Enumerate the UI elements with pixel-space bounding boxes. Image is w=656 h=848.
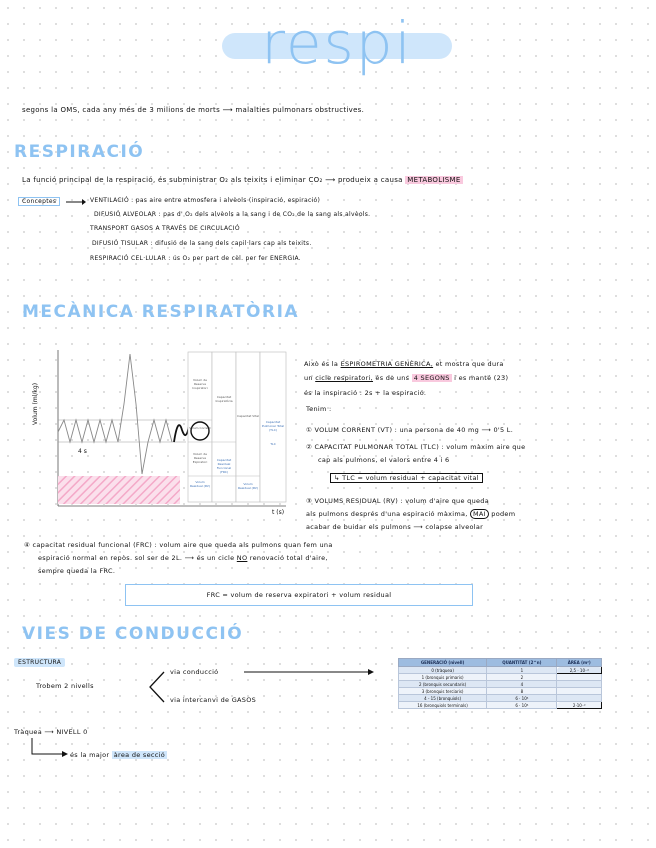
respiracio-line <box>22 176 463 184</box>
chart-xlabel: t (s) <box>272 509 285 516</box>
table-cell: 1 (bronquis primaris) <box>399 674 487 681</box>
estructura-tag: ESTRUCTURA <box>14 658 65 667</box>
table-cell: 3 (bronquis terciaris) <box>399 688 487 695</box>
metabolisme-highlight: METABOLISME <box>407 176 461 184</box>
espiro-text: i es manté (23) <box>454 374 509 382</box>
box-label: Capacitat Inspiratòria <box>215 395 233 403</box>
concept-item: DIFUSIÓ TISULAR : difusió de la sang dels capil·lars cap als teixits. <box>92 240 312 247</box>
item-number: ② <box>306 443 313 451</box>
table-cell <box>557 681 602 688</box>
espiro-text: ESPIROMETRIA GENÈRICA, <box>340 360 434 368</box>
item-3-cont <box>306 510 515 518</box>
traquea-text: és la major <box>70 751 110 759</box>
item-4-cont <box>38 554 328 562</box>
item-text: podem <box>491 510 516 518</box>
item-text: NO <box>236 554 248 562</box>
area-highlight: àrea de secció <box>113 751 166 759</box>
item-4 <box>24 541 333 549</box>
espiro-line2 <box>304 374 508 382</box>
table-cell: 16 (bronquiols terminals) <box>399 702 487 709</box>
table-header: GENERACIÓ (nivell) <box>399 659 487 667</box>
concept-tag: Conceptes <box>18 197 60 206</box>
intro-line: segons la OMS, cada any més de 3 milions de morts ⟶ malalties pulmonars obstructives. <box>22 106 365 114</box>
traquea-note <box>70 751 167 759</box>
traquea-line: Tràquea ⟶ NIVELL 0 <box>14 728 88 736</box>
table-cell: 0 (tràquea) <box>399 667 487 674</box>
table-cell: 4 <box>487 681 557 688</box>
table-cell <box>557 695 602 702</box>
frc-formula: FRC = volum de reserva expiratori + volum residual <box>206 591 392 599</box>
table-cell <box>557 674 602 681</box>
table-cell: 4 - 15 (bronquiols) <box>399 695 487 702</box>
box-label: Volum de Reserva Expiratori <box>192 452 208 464</box>
table-row <box>399 674 602 681</box>
frc-formula-box <box>125 584 473 606</box>
table-cell: 1 <box>487 667 557 674</box>
box-label: Capacitat Pulmonar Total (TLC) <box>261 420 285 432</box>
table-cell <box>557 688 602 695</box>
espiro-text: Això és la <box>304 360 339 368</box>
box-label: Volum Residual (RV) <box>190 480 210 488</box>
item-text: VOLUM CORRENT (VT) : una persona de 40 mg ⟶ 0'5 L. <box>314 426 514 434</box>
concept-item: DIFUSIÓ ALVEOLAR : pas d' O₂ dels alvèols a la sang i de CO₂ de la sang als alvèols. <box>94 211 371 218</box>
tlc-formula: ↳ TLC = volum residual + capacitat vital <box>330 473 483 483</box>
table-row <box>399 702 602 709</box>
table-cell: 2 (bronquis secundaris) <box>399 681 487 688</box>
chart-ylabel: Volum (ml/kg) <box>32 382 39 425</box>
item-2 <box>306 443 525 451</box>
spirometry-diagram <box>36 344 296 522</box>
table-cell: 6 · 10⁴ <box>487 695 557 702</box>
espiro-text: és de uns <box>375 374 410 382</box>
espiro-text: un <box>304 374 313 382</box>
item-text: capacitat residual funcional (FRC) : volum aire que queda als pulmons quan fem una <box>32 541 333 549</box>
espiro-highlight: 4 SEGONS <box>413 374 450 382</box>
table-header: QUANTITAT (2^n) <box>487 659 557 667</box>
box-label: Capacitat Vital <box>237 414 259 418</box>
box-label: Volum de Reserva Inspiratori <box>192 378 208 390</box>
item-1 <box>306 426 513 434</box>
espiro-line3: és la inspiració : 2s + la espiració. <box>304 389 427 397</box>
espiro-line1 <box>304 360 504 368</box>
item-number: ③ <box>306 497 313 505</box>
nivell-intercanvi: via intercanvi de GASOS <box>170 696 257 704</box>
box-label: Capacitat Residual Funcional (FRC) <box>216 458 232 474</box>
item-number: ① <box>306 426 313 434</box>
respiracio-text: La funció principal de la respiració, és subministrar O₂ als teixits i eliminar CO₂ ⟶ produeix a causa <box>22 176 403 184</box>
bracket-icon <box>146 670 166 704</box>
table-row <box>399 695 602 702</box>
generations-table <box>398 658 602 709</box>
page-title: respi <box>261 9 413 77</box>
box-label: TLC <box>270 442 276 446</box>
trobem-text: Trobem 2 nivells <box>36 682 94 690</box>
table-cell: 6 · 10⁴ <box>487 702 557 709</box>
espiro-text: cicle respiratori, <box>315 374 374 382</box>
box-label: Volum Residual (RV) <box>238 482 258 490</box>
item-text: renovació total d'aire, <box>249 554 328 562</box>
concept-item: RESPIRACIÓ CEL·LULAR : ús O₂ per part de cèl. per fer ENERGIA. <box>90 255 301 262</box>
item-text: als pulmons després d'una espiració màxima, <box>306 510 468 518</box>
concept-item: VENTILACIÓ : pas aire entre atmosfera i alvèols (inspiració, espiració) <box>90 197 321 204</box>
item-text: VOLUMS RESIDUAL (RV) : volum d'aire que queda <box>314 497 489 505</box>
heading-mecanica: MECÀNICA RESPIRATÒRIA <box>22 302 300 322</box>
item-text: espiració normal en repòs. sol ser de 2L. ⟶ és un cicle <box>38 554 235 562</box>
heading-vies: VIES DE CONDUCCIÓ <box>22 624 244 644</box>
item-3-cont2: acabar de buidar els pulmons ⟶ colapse alveolar <box>306 523 484 531</box>
residual-volume-area <box>58 476 180 504</box>
table-row <box>399 681 602 688</box>
item-3 <box>306 497 489 505</box>
table-row <box>399 688 602 695</box>
nivell-conduccio: via conducció <box>170 668 219 676</box>
box-label: Volum Corrent <box>189 426 211 430</box>
traquea-text: NIVELL 0 <box>56 728 88 736</box>
item-number: ④ <box>24 541 31 549</box>
traquea-text: Tràquea <box>14 728 42 736</box>
table-cell: 2 <box>487 674 557 681</box>
hook-arrow <box>28 738 68 760</box>
item-text: CAPACITAT PULMONAR TOTAL (TLC) : volum màxim aire que <box>314 443 526 451</box>
concept-arrow <box>66 199 86 205</box>
espiro-text: et mostra que dura <box>435 360 504 368</box>
mai-circled: MAI <box>470 509 489 519</box>
table-cell: 8 <box>487 688 557 695</box>
table-cell: 2·10⁻² <box>557 702 602 709</box>
heading-respiracio: RESPIRACIÓ <box>14 142 145 162</box>
table-header: ÀREA (m²) <box>557 659 602 667</box>
chart-4s-label: 4 s <box>78 448 87 455</box>
long-arrow <box>244 669 374 675</box>
table-row <box>399 667 602 674</box>
espiro-line4: Tenim : <box>306 405 332 413</box>
item-4-cont2: sempre queda la FRC. <box>38 567 116 575</box>
item-2-cont: cap als pulmons, el valors entre 4 i 6 <box>318 456 450 464</box>
concept-item: TRANSPORT GASOS A TRAVÉS DE CIRCULACIÓ <box>90 225 240 232</box>
table-cell: 2,5 · 10⁻⁴ <box>557 667 602 674</box>
